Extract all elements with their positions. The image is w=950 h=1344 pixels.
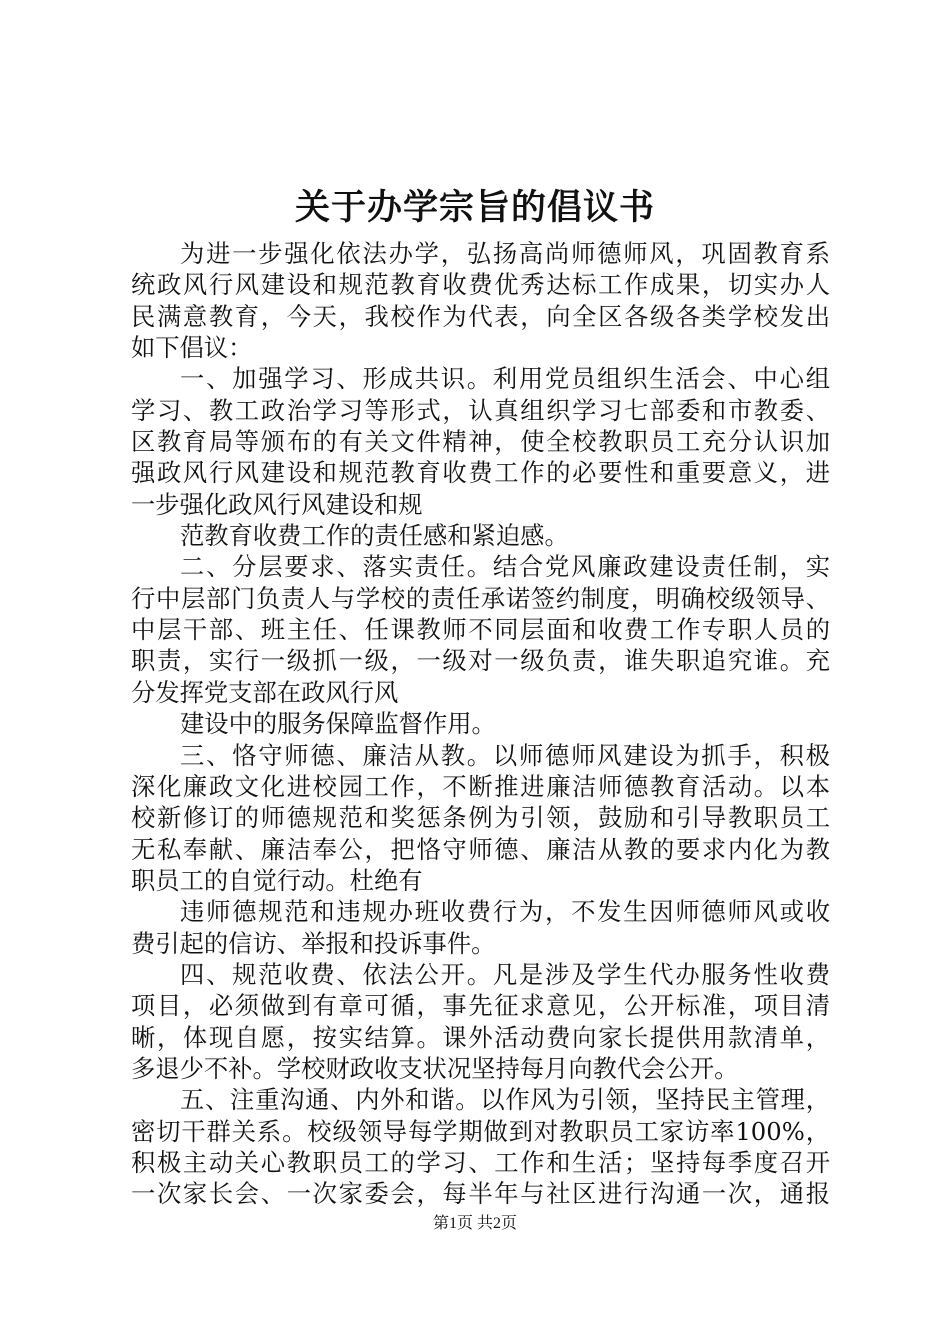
body-line: 积极主动关心教职员工的学习、工作和生活；坚持每季度召开 — [131, 1147, 830, 1177]
body-line: 费引起的信访、举报和投诉事件。 — [131, 928, 496, 958]
body-line: 五、注重沟通、内外和谐。以作风为引领，坚持民主管理， — [180, 1085, 830, 1115]
body-line: 为进一步强化依法办学，弘扬高尚师德师风，巩固教育系 — [180, 239, 830, 268]
page-number-footer: 第1页 共2页 — [432, 1215, 517, 1232]
document-body — [131, 238, 830, 1210]
body-line: 职员工的自觉行动。杜绝有 — [131, 865, 423, 895]
body-line: 校新修订的师德规范和奖惩条例为引领，鼓励和引导教职员工 — [131, 803, 830, 833]
body-line: 项目，必须做到有章可循，事先征求意见，公开标准，项目清 — [131, 991, 830, 1021]
body-line: 统政风行风建设和规范教育收费优秀达标工作成果，切实办人 — [131, 270, 830, 300]
body-line: 民满意教育，今天，我校作为代表，向全区各级各类学校发出 — [131, 301, 830, 331]
body-line: 违师德规范和违规办班收费行为，不发生因师德师风或收 — [180, 897, 830, 927]
body-line: 多退少不补。学校财政收支状况坚持每月向教代会公开。 — [131, 1053, 739, 1083]
body-line: 一步强化政风行风建设和规 — [131, 489, 423, 519]
body-line: 二、分层要求、落实责任。结合党风廉政建设责任制，实 — [180, 552, 830, 582]
body-line: 一、加强学习、形成共识。利用党员组织生活会、中心组 — [180, 364, 830, 394]
body-line: 建设中的服务保障监督作用。 — [180, 709, 496, 739]
body-line: 如下倡议： — [131, 333, 253, 363]
body-line: 深化廉政文化进校园工作，不断推进廉洁师德教育活动。以本 — [131, 771, 830, 801]
body-line: 晰，体现自愿，按实结算。课外活动费向家长提供用款清单， — [131, 1022, 830, 1052]
body-line: 一次家长会、一次家委会，每半年与社区进行沟通一次，通报 — [131, 1179, 830, 1209]
body-line: 范教育收费工作的责任感和紧迫感。 — [180, 521, 569, 551]
body-line: 中层干部、班主任、任课教师不同层面和收费工作专职人员的 — [131, 615, 830, 645]
body-line: 区教育局等颁布的有关文件精神，使全校教职员工充分认识加 — [131, 427, 830, 457]
body-line: 行中层部门负责人与学校的责任承诺签约制度，明确校级领导、 — [131, 583, 830, 613]
body-line: 分发挥党支部在政风行风 — [131, 677, 399, 707]
body-line: 学习、教工政治学习等形式，认真组织学习七部委和市教委、 — [131, 395, 830, 425]
body-line: 三、恪守师德、廉洁从教。以师德师风建设为抓手，积极 — [180, 740, 830, 770]
document-title: 关于办学宗旨的倡议书 — [294, 188, 655, 228]
body-line: 密切干群关系。校级领导每学期做到对教职员工家访率100%， — [131, 1116, 830, 1146]
body-line: 强政风行风建设和规范教育收费工作的必要性和重要意义，进 — [131, 458, 830, 488]
body-line: 无私奉献、廉洁奉公，把恪守师德、廉洁从教的要求内化为教 — [131, 834, 830, 864]
body-line: 四、规范收费、依法公开。凡是涉及学生代办服务性收费 — [180, 959, 830, 989]
body-line: 职责，实行一级抓一级，一级对一级负责，谁失职追究谁。充 — [131, 646, 830, 676]
